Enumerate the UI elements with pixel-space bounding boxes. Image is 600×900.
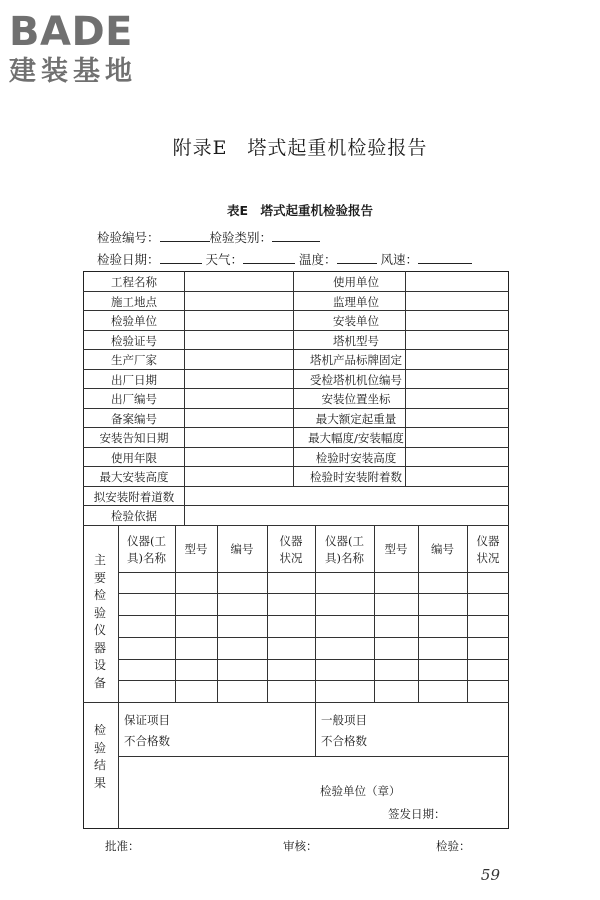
info-label: 使用单位 xyxy=(333,275,379,289)
table-rule xyxy=(83,486,509,487)
wind-blank xyxy=(418,251,472,264)
info-label: 备案编号 xyxy=(111,411,157,426)
general-items-label: 不合格数 xyxy=(321,734,367,748)
info-label: 检验单位 xyxy=(111,314,157,328)
table-rule xyxy=(315,702,316,756)
header-line-2 xyxy=(97,250,472,268)
results-side-label-char: 果 xyxy=(93,775,106,790)
table-rule xyxy=(83,447,509,448)
info-label: 安装告知日期 xyxy=(99,431,169,445)
logo-brand: BADE xyxy=(9,9,133,55)
info-label: 监理单位 xyxy=(333,294,379,309)
inspection-org-seal: 检验单位（章） xyxy=(320,784,401,798)
table-rule xyxy=(83,466,509,467)
logo-subtitle: 建装基地 xyxy=(9,56,137,87)
table-rule xyxy=(217,525,218,703)
table-rule xyxy=(83,525,509,526)
table-rule xyxy=(83,505,509,506)
instrument-side-label-char: 备 xyxy=(93,675,106,690)
table-rule xyxy=(83,388,509,389)
info-label: 出厂日期 xyxy=(111,372,157,387)
instrument-side-label-char: 主 xyxy=(93,553,106,567)
instrument-col-name: 仪器(工 xyxy=(127,533,166,548)
instrument-side-label-char: 仪 xyxy=(93,623,106,637)
info-label: 拟安装附着道数 xyxy=(93,489,175,504)
results-side-label-char: 检 xyxy=(93,723,106,737)
table-rule xyxy=(118,659,509,660)
page-number: 59 xyxy=(480,866,500,884)
date-label: 检验日期： xyxy=(97,252,160,267)
info-label: 塔机型号 xyxy=(333,333,379,348)
table-rule xyxy=(83,369,509,370)
table-rule xyxy=(83,408,509,409)
table-rule xyxy=(118,593,509,594)
instrument-col-number: 编号 xyxy=(230,541,254,556)
category-blank xyxy=(272,229,320,242)
temperature-blank xyxy=(337,251,377,264)
info-label: 安装位置坐标 xyxy=(321,392,391,406)
instrument-col-number: 编号 xyxy=(431,541,454,556)
instrument-side-label-char: 器 xyxy=(93,640,106,655)
table-rule xyxy=(418,525,419,703)
instrument-col-status: 状况 xyxy=(476,550,500,565)
info-label: 受检塔机机位编号 xyxy=(310,372,402,387)
instrument-side-label-char: 设 xyxy=(93,658,106,672)
table-rule xyxy=(467,525,468,703)
weather-label: 天气： xyxy=(205,252,244,267)
table-rule xyxy=(374,525,375,703)
table-rule xyxy=(293,271,294,486)
report-no-blank xyxy=(160,229,210,242)
table-rule xyxy=(118,680,509,681)
instrument-col-status: 仪器 xyxy=(476,533,500,548)
info-label: 工程名称 xyxy=(111,275,157,289)
info-label: 施工地点 xyxy=(111,294,157,309)
table-rule xyxy=(118,637,509,638)
info-label: 使用年限 xyxy=(111,450,157,465)
table-rule xyxy=(118,702,119,829)
date-blank xyxy=(160,251,202,264)
table-rule xyxy=(118,615,509,616)
instrument-col-model: 型号 xyxy=(384,541,408,556)
table-rule xyxy=(83,349,509,350)
category-label: 检验类别： xyxy=(209,230,273,245)
instrument-side-label xyxy=(93,552,107,692)
table-rule xyxy=(267,525,268,703)
table-rule xyxy=(405,271,406,486)
instrument-col-name: 具)名称 xyxy=(325,550,364,565)
results-side-label-char: 结 xyxy=(93,758,106,772)
instrument-col-status: 仪器 xyxy=(279,533,303,548)
issue-date-label: 签发日期： xyxy=(388,807,446,821)
inspect-label: 检验： xyxy=(436,839,471,853)
table-caption: 表E 塔式起重机检验报告 xyxy=(226,203,374,218)
report-no-label: 检验编号： xyxy=(97,230,160,245)
temperature-label: 温度： xyxy=(299,252,337,267)
instrument-col-model: 型号 xyxy=(184,541,208,556)
instrument-col-name: 仪器(工 xyxy=(325,533,364,548)
info-label: 安装单位 xyxy=(333,314,379,328)
table-rule xyxy=(118,525,119,703)
weather-blank xyxy=(243,251,295,264)
wind-label: 风速： xyxy=(380,252,419,267)
instrument-side-label-char: 要 xyxy=(93,570,106,585)
info-label: 检验证号 xyxy=(111,333,157,348)
table-rule xyxy=(83,427,509,428)
approve-label: 批准： xyxy=(105,839,140,853)
table-rule xyxy=(118,756,509,757)
info-label: 最大额定起重量 xyxy=(315,411,397,426)
results-side-label-char: 验 xyxy=(93,740,106,755)
info-label: 出厂编号 xyxy=(111,392,157,406)
table-rule xyxy=(83,310,509,311)
info-label: 检验时安装附着数 xyxy=(310,470,402,484)
info-label: 生产厂家 xyxy=(111,353,157,367)
instrument-side-label-char: 验 xyxy=(93,605,106,620)
table-rule xyxy=(83,291,509,292)
instrument-side-label-char: 检 xyxy=(93,588,106,602)
appendix-title: 附录E 塔式起重机检验报告 xyxy=(172,137,428,159)
review-label: 审核： xyxy=(283,839,318,853)
table-rule xyxy=(175,525,176,703)
instrument-col-name: 具)名称 xyxy=(127,550,166,565)
table-rule xyxy=(83,330,509,331)
info-label: 最大安装高度 xyxy=(99,470,169,484)
guarantee-items-label: 保证项目 xyxy=(124,713,170,727)
table-rule xyxy=(315,525,316,703)
instrument-col-status: 状况 xyxy=(279,550,303,565)
table-rule xyxy=(83,702,509,703)
info-label: 检验依据 xyxy=(111,509,157,523)
guarantee-items-label: 不合格数 xyxy=(124,734,170,748)
table-rule xyxy=(184,271,185,525)
info-label: 塔机产品标牌固定 xyxy=(310,353,402,367)
logo xyxy=(9,10,137,88)
info-label: 最大幅度/安装幅度 xyxy=(308,431,404,445)
general-items-label: 一般项目 xyxy=(321,713,367,727)
info-label: 检验时安装高度 xyxy=(315,450,397,465)
header-line-1 xyxy=(97,228,320,246)
results-side-label xyxy=(93,722,107,792)
table-rule xyxy=(118,572,509,573)
